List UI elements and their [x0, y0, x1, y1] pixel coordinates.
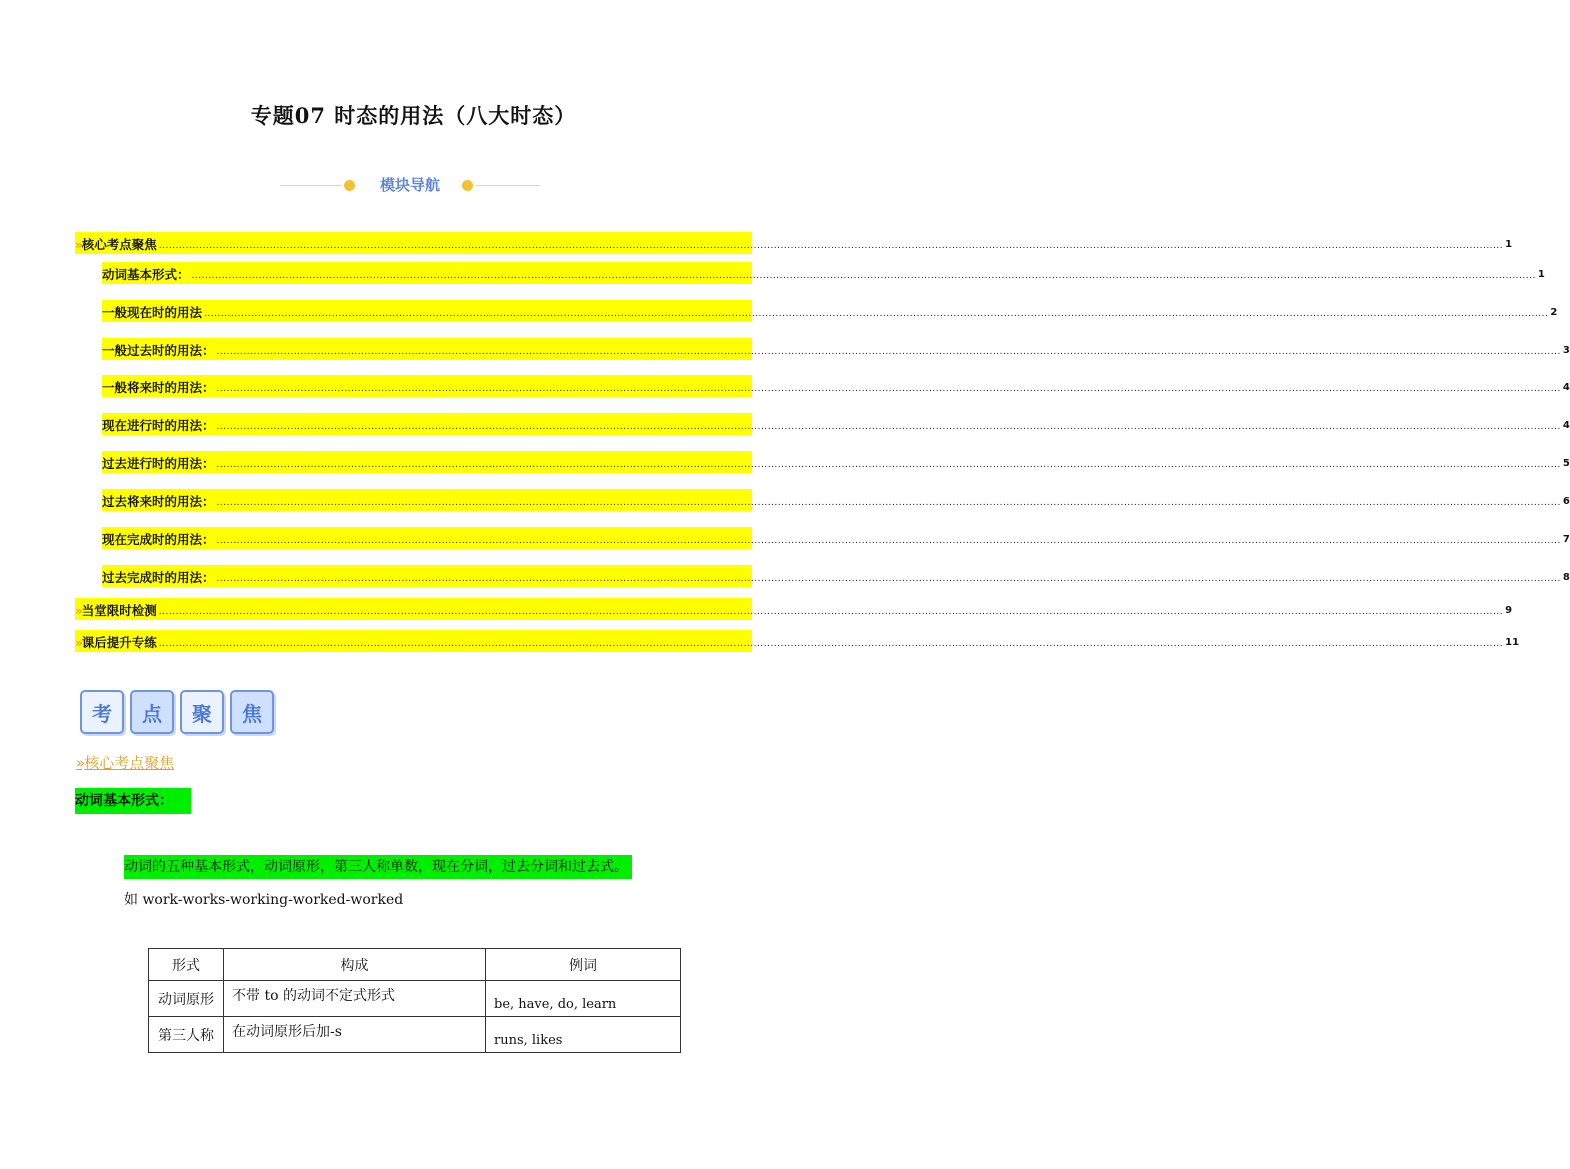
toc-leader-dots: ................................................................................................................................................................................................................................................................................................................................................................................................................: [216, 422, 1561, 432]
nav-label: 模块导航: [379, 176, 440, 194]
header-construction: 构成: [224, 949, 486, 981]
cell-construction: 不带 to 的动词不定式形式: [224, 981, 486, 1017]
intro-line: 动词的五种基本形式，动词原形，第三人称单数，现在分词，过去分词和过去式。: [124, 855, 632, 879]
toc-leader-dots: ................................................................................................................................................................................................................................................................................................................................................................................................................: [216, 574, 1561, 584]
cell-form: 第三人称: [149, 1017, 224, 1053]
toc-item-label: 动词基本形式：: [102, 267, 190, 282]
table-header-row: [149, 949, 681, 981]
section-link-label: 核心考点聚焦: [84, 754, 175, 772]
toc-item-label: 一般将来时的用法：: [102, 380, 215, 395]
toc-item-label: 课后提升专练: [81, 635, 157, 650]
cell-form: 动词原形: [149, 981, 224, 1017]
table-row: [149, 1017, 681, 1053]
module-nav-banner: [280, 172, 540, 200]
table-row: [149, 981, 681, 1017]
header-form: 形式: [149, 949, 224, 981]
toc-leader-dots: ................................................................................................................................................................................................................................................................................................................................................................................................................: [158, 639, 1504, 649]
toc-leader-dots: ................................................................................................................................................................................................................................................................................................................................................................................................................: [216, 384, 1561, 394]
toc-item[interactable]: [102, 413, 1570, 435]
toc-item[interactable]: [75, 630, 1520, 652]
toc-item-label: 现在进行时的用法：: [102, 418, 215, 433]
toc-item-label: 一般现在时的用法: [102, 305, 203, 320]
toc-item[interactable]: [102, 300, 1558, 322]
double-chevron-icon: »: [75, 636, 80, 650]
toc-page-number: 7: [1562, 534, 1570, 545]
nav-line-right: [476, 185, 540, 186]
verb-forms-table: [148, 948, 681, 1053]
nav-dot-right-icon: [462, 180, 473, 191]
toc-item[interactable]: [102, 527, 1570, 549]
toc-item-label: 一般过去时的用法：: [102, 343, 215, 358]
toc-leader-dots: ................................................................................................................................................................................................................................................................................................................................................................................................................: [204, 309, 1549, 319]
page-title: 专题07 时态的用法（八大时态）: [250, 103, 577, 128]
toc-page-number: 2: [1550, 307, 1558, 318]
header-examples: 例词: [486, 949, 681, 981]
cell-examples: be, have, do, learn: [486, 981, 681, 1017]
toc-leader-dots: ................................................................................................................................................................................................................................................................................................................................................................................................................: [158, 607, 1504, 617]
toc-page-number: 4: [1562, 420, 1570, 431]
badge-dian: 点: [130, 690, 174, 734]
toc-item-label: 当堂限时检测: [81, 603, 157, 618]
nav-line-left: [280, 185, 342, 186]
cell-examples: runs, likes: [486, 1017, 681, 1053]
toc-page-number: 1: [1537, 269, 1545, 280]
toc-item[interactable]: [75, 598, 1513, 620]
section-link[interactable]: [76, 752, 174, 773]
nav-dot-left-icon: [344, 180, 355, 191]
toc-leader-dots: ................................................................................................................................................................................................................................................................................................................................................................................................................: [158, 241, 1504, 251]
toc-leader-dots: ................................................................................................................................................................................................................................................................................................................................................................................................................: [216, 536, 1561, 546]
toc-item[interactable]: [102, 262, 1545, 284]
double-chevron-icon: »: [75, 238, 80, 252]
example-line: 如 work-works-working-worked-worked: [124, 892, 404, 908]
badge-kao: 考: [80, 690, 124, 734]
toc-item[interactable]: [102, 338, 1570, 360]
toc-page-number: 1: [1505, 239, 1513, 250]
toc-page-number: 11: [1505, 637, 1520, 648]
toc-item[interactable]: [102, 375, 1570, 397]
toc-leader-dots: ................................................................................................................................................................................................................................................................................................................................................................................................................: [216, 347, 1561, 357]
section-heading: 动词基本形式：: [75, 788, 191, 814]
toc-item[interactable]: [75, 232, 1513, 254]
toc-item[interactable]: [102, 489, 1570, 511]
toc-item[interactable]: [102, 565, 1570, 587]
toc-item[interactable]: [102, 451, 1570, 473]
toc-page-number: 4: [1562, 382, 1570, 393]
toc-item-label: 现在完成时的用法：: [102, 532, 215, 547]
toc-page-number: 3: [1562, 345, 1570, 356]
toc-item-label: 核心考点聚焦: [81, 237, 157, 252]
toc-item-label: 过去将来时的用法：: [102, 494, 215, 509]
toc-leader-dots: ................................................................................................................................................................................................................................................................................................................................................................................................................: [216, 498, 1561, 508]
toc-page-number: 5: [1562, 458, 1570, 469]
badge-ju: 聚: [180, 690, 224, 734]
toc-leader-dots: ................................................................................................................................................................................................................................................................................................................................................................................................................: [191, 271, 1536, 281]
toc-item-label: 过去完成时的用法：: [102, 570, 215, 585]
double-chevron-icon: »: [75, 604, 80, 618]
toc-leader-dots: ................................................................................................................................................................................................................................................................................................................................................................................................................: [216, 460, 1561, 470]
cell-construction: 在动词原形后加-s: [224, 1017, 486, 1053]
kaodian-jujiao-badges: [80, 690, 274, 736]
toc-page-number: 8: [1562, 572, 1570, 583]
badge-jiao: 焦: [230, 690, 274, 734]
toc-page-number: 9: [1505, 605, 1513, 616]
toc-item-label: 过去进行时的用法：: [102, 456, 215, 471]
toc-page-number: 6: [1562, 496, 1570, 507]
double-chevron-icon: »: [76, 754, 83, 772]
